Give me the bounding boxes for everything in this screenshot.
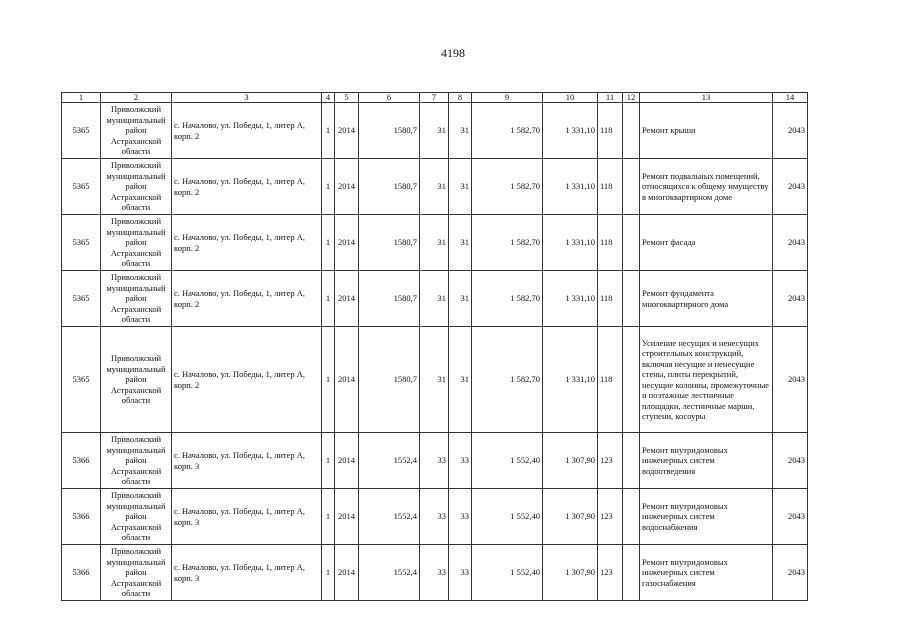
col12-cell	[623, 271, 640, 327]
col7-cell-text: 33	[437, 511, 446, 522]
row-number	[62, 159, 101, 215]
col7-cell	[420, 433, 449, 489]
column-number-14: 14	[773, 93, 808, 103]
col12-cell	[623, 103, 640, 159]
col7-cell	[420, 489, 449, 545]
table-body	[62, 103, 808, 601]
col10-cell	[543, 159, 598, 215]
row-number-text: 5365	[72, 293, 90, 304]
column-number-5: 5	[335, 93, 359, 103]
col4-cell-text: 1	[325, 125, 331, 136]
col9-cell-text: 1 582,70	[510, 293, 540, 304]
col8-cell	[449, 103, 472, 159]
col8-cell	[449, 489, 472, 545]
column-number-row	[62, 93, 808, 103]
col11-cell-text: 123	[600, 455, 613, 466]
col8-cell	[449, 433, 472, 489]
municipality-cell	[101, 433, 172, 489]
planned-year-cell-text: 2043	[788, 567, 805, 578]
col4-cell-text: 1	[325, 293, 331, 304]
col8-cell	[449, 159, 472, 215]
col10-cell	[543, 271, 598, 327]
area-cell	[359, 327, 420, 433]
col9-cell	[472, 327, 543, 433]
col11-cell-text: 123	[600, 511, 613, 522]
col8-cell-text: 31	[460, 374, 469, 385]
work-type-cell-text: Ремонт фундамента многоквартирного дома	[642, 288, 729, 309]
col10-cell-text: 1 307,90	[565, 567, 595, 578]
row-number	[62, 271, 101, 327]
col9-cell	[472, 545, 543, 601]
address-cell-text: с. Началово, ул. Победы, 1, литер А, корп. 2	[174, 288, 305, 309]
col9-cell	[472, 271, 543, 327]
table-row	[62, 489, 808, 545]
row-number-text: 5366	[72, 455, 90, 466]
col11-cell	[598, 327, 623, 433]
planned-year-cell	[773, 159, 808, 215]
planned-year-cell-text: 2043	[788, 125, 805, 136]
column-number-10: 10	[543, 93, 598, 103]
planned-year-cell-text: 2043	[788, 293, 805, 304]
col4-cell	[322, 215, 335, 271]
year-cell	[335, 327, 359, 433]
table-row	[62, 103, 808, 159]
work-type-cell	[640, 103, 773, 159]
address-cell-text: с. Началово, ул. Победы, 1, литер А, корп. 2	[174, 232, 305, 253]
col10-cell	[543, 489, 598, 545]
col7-cell-text: 33	[437, 455, 446, 466]
address-cell	[172, 433, 322, 489]
col7-cell-text: 33	[437, 567, 446, 578]
column-number-2: 2	[101, 93, 172, 103]
address-cell	[172, 545, 322, 601]
address-cell	[172, 489, 322, 545]
col9-cell-text: 1 552,40	[510, 567, 540, 578]
address-cell-text: с. Началово, ул. Победы, 1, литер А, корп. 2	[174, 176, 305, 197]
column-number-4: 4	[322, 93, 335, 103]
page-number: 4198	[441, 46, 465, 60]
col10-cell-text: 1 307,90	[565, 455, 595, 466]
year-cell-text: 2014	[338, 293, 355, 304]
col10-cell-text: 1 331,10	[565, 293, 595, 304]
year-cell-text: 2014	[338, 455, 355, 466]
work-type-cell	[640, 159, 773, 215]
planned-year-cell	[773, 433, 808, 489]
col4-cell	[322, 103, 335, 159]
col11-cell-text: 118	[600, 125, 613, 136]
col8-cell-text: 31	[460, 181, 469, 192]
col10-cell	[543, 545, 598, 601]
year-cell-text: 2014	[338, 125, 355, 136]
address-cell-text: с. Началово, ул. Победы, 1, литер А, корп. 3	[174, 450, 305, 471]
column-number-7: 7	[420, 93, 449, 103]
col10-cell	[543, 103, 598, 159]
planned-year-cell	[773, 103, 808, 159]
col9-cell	[472, 103, 543, 159]
work-type-cell	[640, 215, 773, 271]
col11-cell-text: 118	[600, 237, 613, 248]
column-number-8: 8	[449, 93, 472, 103]
column-number-12: 12	[623, 93, 640, 103]
col11-cell-text: 118	[600, 293, 613, 304]
municipality-cell	[101, 159, 172, 215]
area-cell-text: 1580,7	[393, 293, 417, 304]
col11-cell	[598, 103, 623, 159]
municipality-cell	[101, 489, 172, 545]
col10-cell-text: 1 331,10	[565, 237, 595, 248]
municipality-cell	[101, 215, 172, 271]
year-cell	[335, 271, 359, 327]
row-number	[62, 103, 101, 159]
area-cell-text: 1580,7	[393, 125, 417, 136]
address-cell	[172, 103, 322, 159]
area-cell	[359, 271, 420, 327]
planned-year-cell-text: 2043	[788, 455, 805, 466]
col8-cell	[449, 215, 472, 271]
col10-cell	[543, 327, 598, 433]
col12-cell	[623, 433, 640, 489]
col8-cell-text: 31	[460, 125, 469, 136]
col12-cell	[623, 545, 640, 601]
col7-cell	[420, 103, 449, 159]
col12-cell	[623, 327, 640, 433]
col12-cell	[623, 215, 640, 271]
column-number-1: 1	[62, 93, 101, 103]
municipality-cell-text: Приволжский муниципальный район Астраханской области	[106, 272, 166, 325]
col9-cell-text: 1 582,70	[510, 374, 540, 385]
year-cell	[335, 489, 359, 545]
row-number-text: 5366	[72, 567, 90, 578]
work-type-cell-text: Усиление несущих и ненесущих строительных конструкций, включая несущие и ненесущие стены, плиты перекрытий, несущие колонны, промежуточные и поэтажные лестничные площадки, лестничные марши, ступени, косоуры	[642, 337, 769, 421]
address-cell	[172, 159, 322, 215]
row-number	[62, 433, 101, 489]
col8-cell	[449, 545, 472, 601]
col4-cell	[322, 159, 335, 215]
col9-cell	[472, 215, 543, 271]
table-row	[62, 433, 808, 489]
year-cell	[335, 159, 359, 215]
area-cell-text: 1580,7	[393, 237, 417, 248]
col4-cell-text: 1	[325, 237, 331, 248]
row-number	[62, 215, 101, 271]
area-cell-text: 1552,4	[393, 455, 417, 466]
row-number-text: 5365	[72, 237, 90, 248]
col11-cell	[598, 271, 623, 327]
col7-cell-text: 31	[437, 125, 446, 136]
row-number-text: 5366	[72, 511, 90, 522]
address-cell-text: с. Началово, ул. Победы, 1, литер А, корп. 3	[174, 506, 305, 527]
year-cell-text: 2014	[338, 181, 355, 192]
year-cell-text: 2014	[338, 511, 355, 522]
col4-cell	[322, 433, 335, 489]
year-cell-text: 2014	[338, 374, 355, 385]
col7-cell	[420, 271, 449, 327]
address-cell	[172, 327, 322, 433]
col7-cell	[420, 159, 449, 215]
work-type-cell-text: Ремонт внутридомовых инженерных систем водоотведения	[642, 444, 728, 476]
area-cell-text: 1552,4	[393, 511, 417, 522]
planned-year-cell-text: 2043	[788, 374, 805, 385]
row-number	[62, 489, 101, 545]
table-row	[62, 327, 808, 433]
area-cell	[359, 545, 420, 601]
col4-cell	[322, 545, 335, 601]
area-cell	[359, 489, 420, 545]
col9-cell-text: 1 552,40	[510, 511, 540, 522]
row-number	[62, 327, 101, 433]
col4-cell	[322, 271, 335, 327]
municipality-cell	[101, 327, 172, 433]
address-cell-text: с. Началово, ул. Победы, 1, литер А, корп. 3	[174, 562, 305, 583]
col7-cell-text: 31	[437, 293, 446, 304]
col11-cell	[598, 489, 623, 545]
column-number-9: 9	[472, 93, 543, 103]
work-type-cell-text: Ремонт крыши	[642, 125, 696, 136]
municipality-cell-text: Приволжский муниципальный район Астраханской области	[106, 353, 166, 406]
municipality-cell-text: Приволжский муниципальный район Астраханской области	[106, 104, 166, 157]
col7-cell-text: 31	[437, 181, 446, 192]
col4-cell	[322, 327, 335, 433]
planned-year-cell	[773, 489, 808, 545]
col9-cell	[472, 489, 543, 545]
col9-cell-text: 1 582,70	[510, 237, 540, 248]
table-row	[62, 215, 808, 271]
row-number-text: 5365	[72, 374, 90, 385]
planned-year-cell-text: 2043	[788, 511, 805, 522]
planned-year-cell	[773, 271, 808, 327]
year-cell	[335, 103, 359, 159]
col10-cell	[543, 215, 598, 271]
work-type-cell-text: Ремонт внутридомовых инженерных систем газоснабжения	[642, 556, 728, 588]
col8-cell-text: 31	[460, 237, 469, 248]
address-cell-text: с. Началово, ул. Победы, 1, литер А, корп. 2	[174, 369, 305, 390]
col10-cell	[543, 433, 598, 489]
col7-cell-text: 31	[437, 374, 446, 385]
col4-cell-text: 1	[325, 181, 331, 192]
col8-cell-text: 33	[460, 511, 469, 522]
col7-cell	[420, 327, 449, 433]
address-cell	[172, 271, 322, 327]
work-type-cell	[640, 433, 773, 489]
municipality-cell-text: Приволжский муниципальный район Астраханской области	[106, 490, 166, 543]
planned-year-cell-text: 2043	[788, 181, 805, 192]
year-cell-text: 2014	[338, 237, 355, 248]
municipality-cell-text: Приволжский муниципальный район Астраханской области	[106, 160, 166, 213]
column-number-13: 13	[640, 93, 773, 103]
area-cell	[359, 215, 420, 271]
work-type-cell	[640, 271, 773, 327]
col11-cell	[598, 159, 623, 215]
col11-cell	[598, 433, 623, 489]
col8-cell-text: 33	[460, 455, 469, 466]
col4-cell-text: 1	[325, 455, 331, 466]
col9-cell-text: 1 552,40	[510, 455, 540, 466]
col11-cell	[598, 215, 623, 271]
table-row	[62, 159, 808, 215]
col9-cell	[472, 433, 543, 489]
work-type-cell	[640, 327, 773, 433]
municipality-cell	[101, 545, 172, 601]
planned-year-cell-text: 2043	[788, 237, 805, 248]
col10-cell-text: 1 331,10	[565, 374, 595, 385]
col11-cell-text: 123	[600, 567, 613, 578]
year-cell	[335, 545, 359, 601]
address-cell	[172, 215, 322, 271]
municipality-cell-text: Приволжский муниципальный район Астраханской области	[106, 546, 166, 599]
col4-cell-text: 1	[325, 374, 331, 385]
work-type-cell-text: Ремонт внутридомовых инженерных систем водоснабжения	[642, 500, 728, 532]
year-cell	[335, 215, 359, 271]
area-cell-text: 1552,4	[393, 567, 417, 578]
work-type-cell-text: Ремонт подвальных помещений, относящихся к общему имуществу в многоквартирном доме	[642, 170, 769, 202]
col7-cell	[420, 215, 449, 271]
address-cell-text: с. Началово, ул. Победы, 1, литер А, корп. 2	[174, 120, 305, 141]
area-cell	[359, 433, 420, 489]
municipality-cell	[101, 271, 172, 327]
col8-cell	[449, 327, 472, 433]
area-cell	[359, 159, 420, 215]
year-cell	[335, 433, 359, 489]
row-number-text: 5365	[72, 125, 90, 136]
col9-cell-text: 1 582,70	[510, 181, 540, 192]
area-cell	[359, 103, 420, 159]
col11-cell-text: 118	[600, 181, 613, 192]
col11-cell	[598, 545, 623, 601]
col10-cell-text: 1 331,10	[565, 181, 595, 192]
column-number-6: 6	[359, 93, 420, 103]
col11-cell-text: 118	[600, 374, 613, 385]
municipality-cell-text: Приволжский муниципальный район Астраханской области	[106, 434, 166, 487]
area-cell-text: 1580,7	[393, 181, 417, 192]
table-row	[62, 271, 808, 327]
planned-year-cell	[773, 215, 808, 271]
register-table	[61, 92, 808, 601]
planned-year-cell	[773, 327, 808, 433]
col4-cell-text: 1	[325, 511, 331, 522]
col7-cell-text: 31	[437, 237, 446, 248]
col9-cell	[472, 159, 543, 215]
col7-cell	[420, 545, 449, 601]
col9-cell-text: 1 582,70	[510, 125, 540, 136]
table-row	[62, 545, 808, 601]
col4-cell-text: 1	[325, 567, 331, 578]
row-number-text: 5365	[72, 181, 90, 192]
work-type-cell-text: Ремонт фасада	[642, 237, 696, 248]
work-type-cell	[640, 489, 773, 545]
work-type-cell	[640, 545, 773, 601]
col8-cell-text: 31	[460, 293, 469, 304]
col4-cell	[322, 489, 335, 545]
column-number-11: 11	[598, 93, 623, 103]
col12-cell	[623, 159, 640, 215]
municipality-cell	[101, 103, 172, 159]
municipality-cell-text: Приволжский муниципальный район Астраханской области	[106, 216, 166, 269]
column-number-3: 3	[172, 93, 322, 103]
planned-year-cell	[773, 545, 808, 601]
area-cell-text: 1580,7	[393, 374, 417, 385]
row-number	[62, 545, 101, 601]
year-cell-text: 2014	[338, 567, 355, 578]
col10-cell-text: 1 331,10	[565, 125, 595, 136]
col10-cell-text: 1 307,90	[565, 511, 595, 522]
col8-cell-text: 33	[460, 567, 469, 578]
col12-cell	[623, 489, 640, 545]
col8-cell	[449, 271, 472, 327]
